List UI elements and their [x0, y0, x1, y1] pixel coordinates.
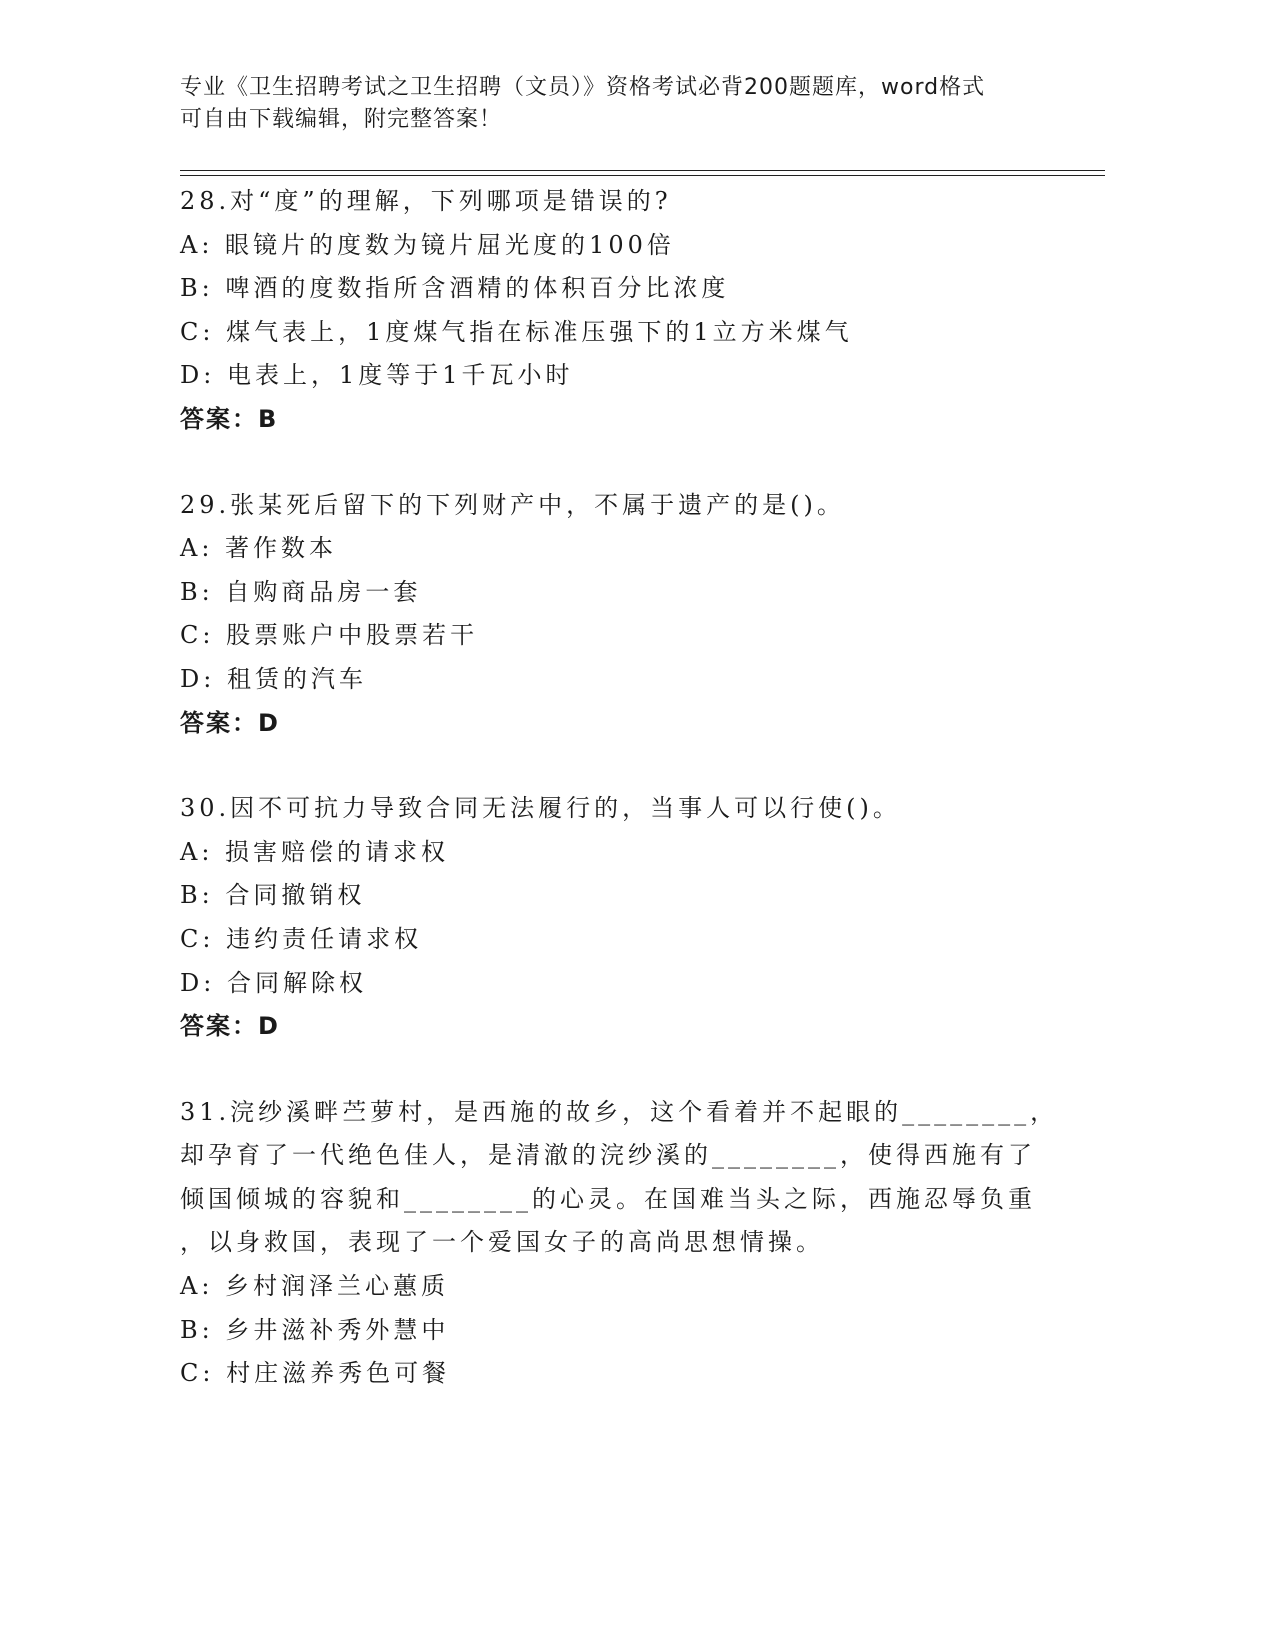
- question-stem-line-1: 31.浣纱溪畔苎萝村，是西施的故乡，这个看着并不起眼的________，: [180, 1097, 1059, 1126]
- option-a: A: 眼镜片的度数为镜片屈光度的100倍: [180, 230, 675, 259]
- option-c: C: 村庄滋养秀色可餐: [180, 1359, 451, 1388]
- option-b: B: 啤酒的度数指所含酒精的体积百分比浓度: [180, 274, 730, 303]
- option-a: A: 乡村润泽兰心蕙质: [180, 1272, 450, 1301]
- question-31: [180, 1091, 1060, 1396]
- option-b: B: 合同撤销权: [180, 881, 366, 910]
- header-rule-top: [180, 170, 1105, 171]
- question-30: [180, 787, 1060, 1049]
- option-c: C: 股票账户中股票若干: [180, 621, 479, 650]
- option-c: C: 违约责任请求权: [180, 924, 423, 953]
- header-rule-bottom: [180, 175, 1105, 176]
- header-line-1: 专业《卫生招聘考试之卫生招聘（文员）》资格考试必背200题题库，word格式: [180, 75, 986, 100]
- option-b: B: 自购商品房一套: [180, 577, 422, 606]
- answer-label: 答案：D: [180, 708, 280, 737]
- question-stem: 29.张某死后留下的下列财产中，不属于遗产的是()。: [180, 490, 845, 519]
- question-29: [180, 484, 1060, 746]
- option-d: D: 电表上，1度等于1千瓦小时: [180, 361, 574, 390]
- document-header: [180, 72, 1040, 136]
- question-stem-line-2: 却孕育了一代绝色佳人，是清澈的浣纱溪的________，使得西施有了: [180, 1141, 1036, 1170]
- option-d: D: 租赁的汽车: [180, 664, 367, 693]
- question-stem-line-3: 倾国倾城的容貌和________的心灵。在国难当头之际，西施忍辱负重: [180, 1184, 1036, 1213]
- answer-label: 答案：B: [180, 404, 279, 433]
- option-d: D: 合同解除权: [180, 968, 367, 997]
- option-b: B: 乡井滋补秀外慧中: [180, 1315, 450, 1344]
- option-c: C: 煤气表上，1度煤气指在标准压强下的1立方米煤气: [180, 317, 853, 346]
- option-a: A: 损害赔偿的请求权: [180, 837, 450, 866]
- question-stem-line-4: ，以身救国，表现了一个爱国女子的高尚思想情操。: [180, 1228, 824, 1257]
- question-stem: 30.因不可抗力导致合同无法履行的，当事人可以行使()。: [180, 794, 901, 823]
- header-line-2: 可自由下载编辑，附完整答案！: [180, 107, 503, 132]
- question-list: [180, 180, 1060, 1438]
- question-28: [180, 180, 1060, 442]
- answer-label: 答案：D: [180, 1012, 280, 1041]
- option-a: A: 著作数本: [180, 534, 338, 563]
- question-stem: 28.对“度”的理解，下列哪项是错误的?: [180, 187, 672, 215]
